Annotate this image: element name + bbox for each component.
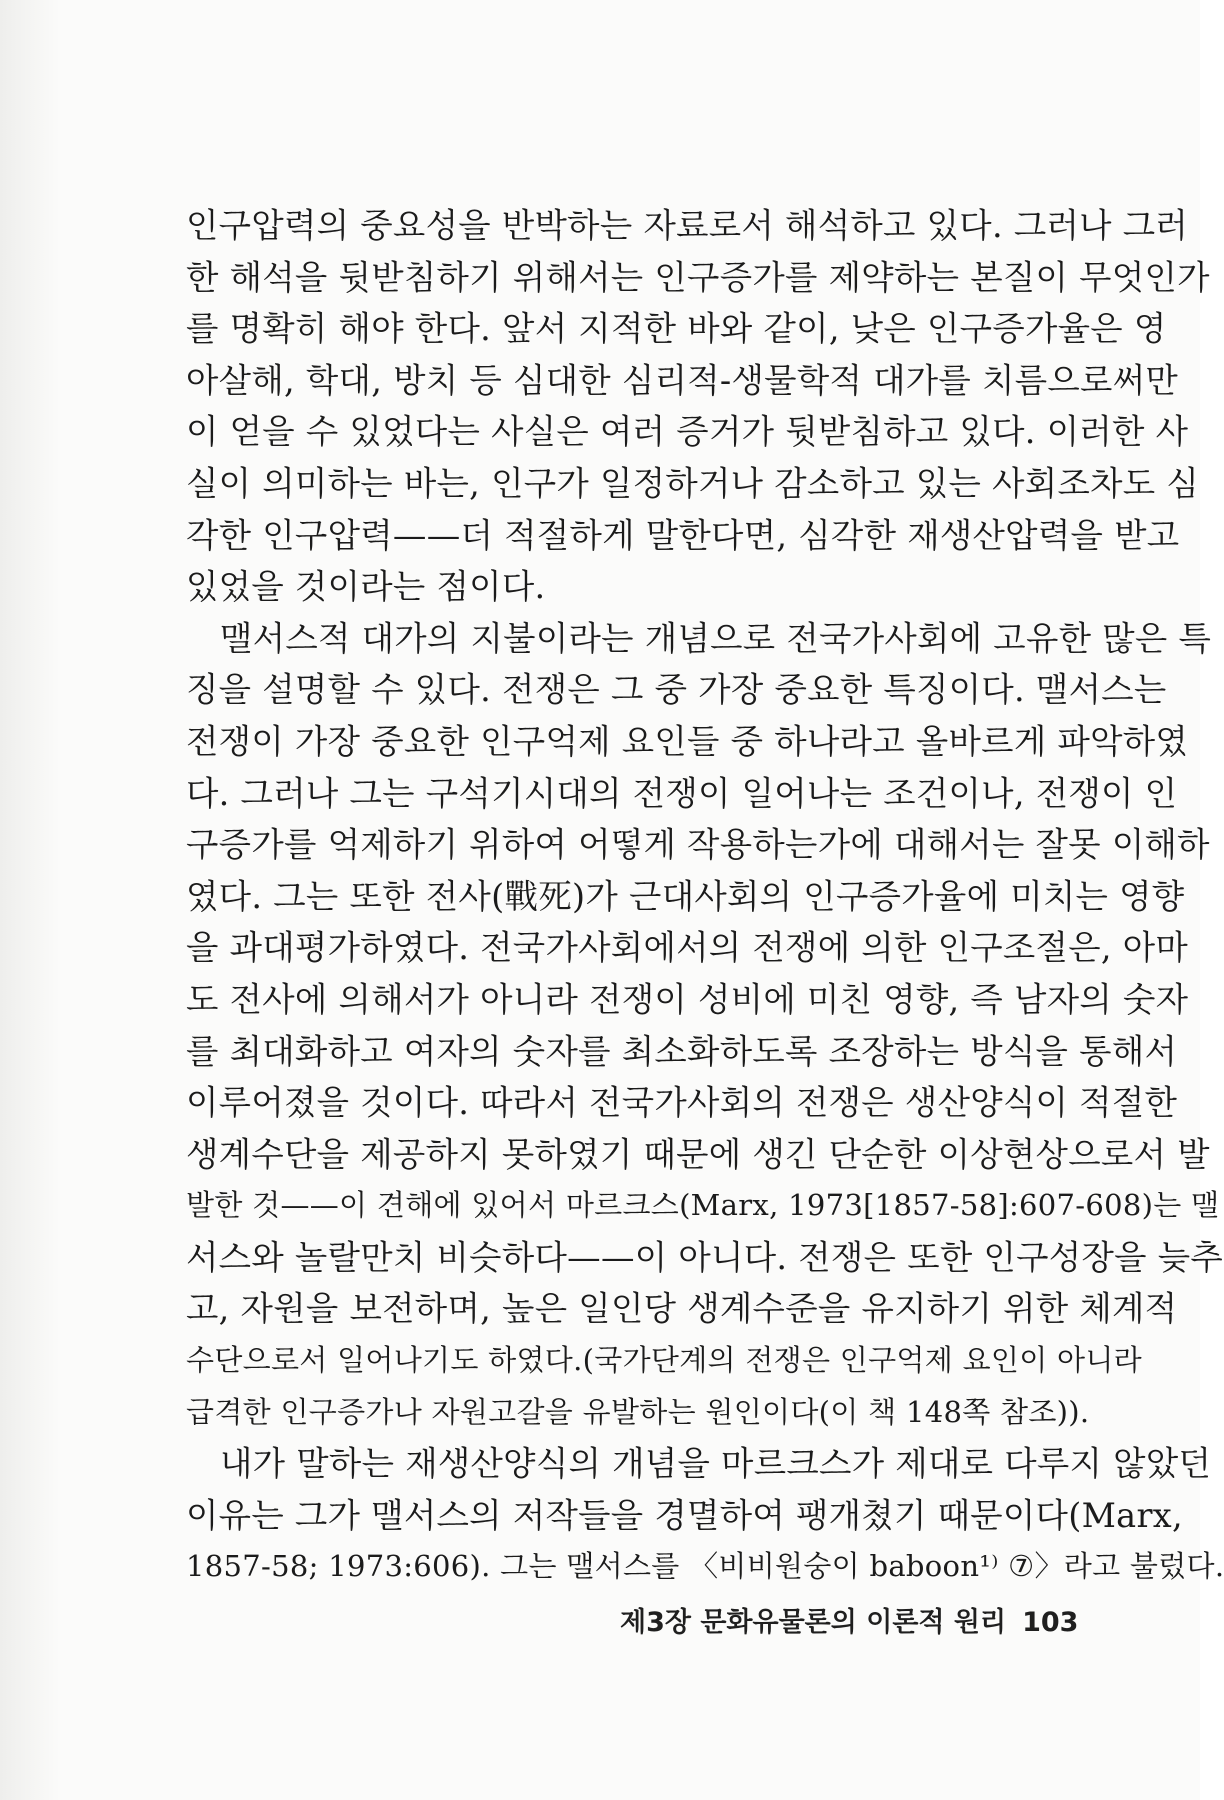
text-line: 있었을 것이라는 점이다. [186,567,546,607]
text-line: 구증가를 억제하기 위하여 어떻게 작용하는가에 대해서는 잘못 이해하 [186,825,1210,865]
text-line: 전쟁이 가장 중요한 인구억제 요인들 중 하나라고 올바르게 파악하였 [186,721,1189,761]
running-footer [620,1600,1079,1639]
text-line: 인구압력의 중요성을 반박하는 자료로서 해석하고 있다. 그러나 그러 [186,206,1189,245]
text-line: 발한 것——이 견해에 있어서 마르크스(Marx, 1973[1857-58]:607-608)는 맬 [186,1188,1220,1223]
page-binding-shadow [0,0,60,1800]
chapter-title: 제3장 문화유물론의 이론적 원리 [620,1607,1007,1638]
text-line: 였다. 그는 또한 전사(戰死)가 근대사회의 인구증가율에 미치는 영향 [186,876,1185,916]
text-line: 다. 그러나 그는 구석기시대의 전쟁이 일어나는 조건이나, 전쟁이 인 [186,773,1178,813]
text-line: 도 전사에 의해서가 아니라 전쟁이 성비에 미친 영향, 즉 남자의 숫자 [186,979,1189,1019]
text-line: 실이 의미하는 바는, 인구가 일정하거나 감소하고 있는 사회조차도 심 [186,463,1200,503]
text-line: 고, 자원을 보전하며, 높은 일인당 생계수준을 유지하기 위한 체계적 [186,1289,1178,1329]
page-number: 103 [1022,1607,1079,1638]
text-line: 맬서스적 대가의 지불이라는 개념으로 전국가사회에 고유한 많은 특 [220,618,1212,658]
text-line: 이 얻을 수 있었다는 사실은 여러 증거가 뒷받침하고 있다. 이러한 사 [186,412,1189,452]
text-line: 급격한 인구증가나 자원고갈을 유발하는 원인이다(이 책 148쪽 참조)). [186,1394,1090,1429]
text-line: 을 과대평가하였다. 전국가사회에서의 전쟁에 의한 인구조절은, 아마 [186,928,1189,968]
text-line: 한 해석을 뒷받침하기 위해서는 인구증가를 제약하는 본질이 무엇인가 [186,257,1210,297]
text-line: 생계수단을 제공하지 못하였기 때문에 생긴 단순한 이상현상으로서 발 [186,1134,1210,1174]
text-line: 1857-58; 1973:606). 그는 맬서스를 〈비비원숭이 baboon¹⁾ ⑦〉라고 불렀다. [186,1549,1224,1584]
text-line: 이루어졌을 것이다. 따라서 전국가사회의 전쟁은 생산양식이 적절한 [186,1083,1178,1123]
body-text [186,200,1224,1593]
text-line: 수단으로서 일어나기도 하였다.(국가단계의 전쟁은 인구억제 요인이 아니라 [186,1343,1142,1378]
text-line: 서스와 놀랄만치 비슷하다——이 아니다. 전쟁은 또한 인구성장을 늦추 [186,1237,1224,1277]
text-line: 내가 말하는 재생산양식의 개념을 마르크스가 제대로 다루지 않았던 [220,1444,1212,1484]
text-line: 를 최대화하고 여자의 숫자를 최소화하도록 조장하는 방식을 통해서 [186,1031,1178,1071]
text-line: 아살해, 학대, 방치 등 심대한 심리적-생물학적 대가를 치름으로써만 [186,360,1179,400]
text-line: 각한 인구압력——더 적절하게 말한다면, 심각한 재생산압력을 받고 [186,515,1180,555]
text-line: 이유는 그가 맬서스의 저작들을 경멸하여 팽개쳤기 때문이다(Marx, [186,1495,1183,1535]
text-line: 징을 설명할 수 있다. 전쟁은 그 중 가장 중요한 특징이다. 맬서스는 [186,670,1167,710]
text-line: 를 명확히 해야 한다. 앞서 지적한 바와 같이, 낮은 인구증가율은 영 [186,309,1167,349]
